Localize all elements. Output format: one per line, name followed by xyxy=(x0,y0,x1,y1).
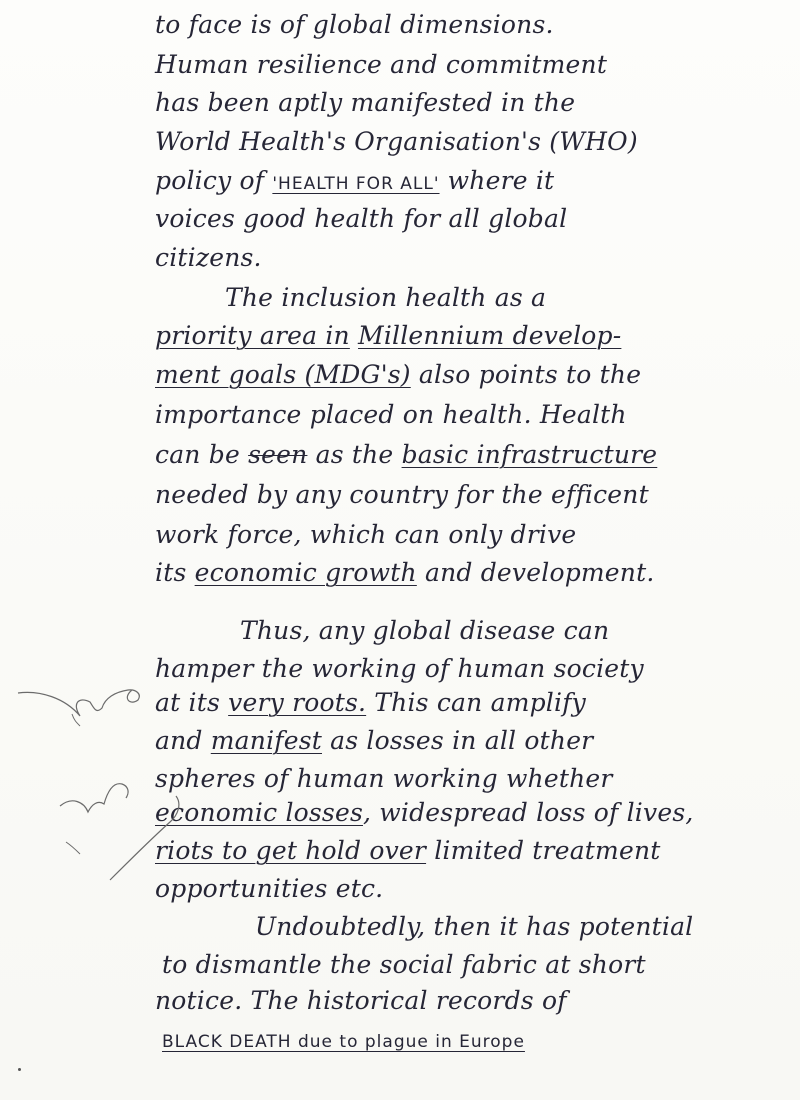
underlined-phrase: 'HEALTH FOR ALL' xyxy=(272,174,440,194)
text-line: needed by any country for the efficent xyxy=(155,480,649,509)
text-line: notice. The historical records of xyxy=(155,986,567,1015)
text-line: citizens. xyxy=(155,243,262,272)
text-segment: , widespread loss of lives, xyxy=(362,798,694,827)
text-line: to face is of global dimensions. xyxy=(155,10,554,39)
text-line xyxy=(155,560,655,585)
underlined-phrase: ment goals (MDG's) xyxy=(155,360,411,389)
text-segment: as losses in all other xyxy=(322,726,594,755)
text-line: to dismantle the social fabric at short xyxy=(162,950,646,979)
text-line: has been aptly manifested in the xyxy=(155,88,576,117)
text-line xyxy=(155,168,554,193)
scan-speck xyxy=(18,1068,21,1071)
margin-tick-mark-upper xyxy=(10,668,160,748)
text-segment: and development. xyxy=(416,558,655,587)
text-line: opportunities etc. xyxy=(155,874,384,903)
text-segment: and xyxy=(155,726,211,755)
text-segment: where it xyxy=(439,166,555,195)
text-segment: also points to the xyxy=(410,360,642,389)
text-segment: limited treatment xyxy=(426,836,661,865)
text-line: spheres of human working whether xyxy=(155,764,613,793)
text-segment: can be xyxy=(155,440,249,469)
text-line xyxy=(155,800,694,825)
text-line xyxy=(155,728,593,753)
underlined-phrase: basic infrastructure xyxy=(401,440,658,469)
text-line: World Health's Organisation's (WHO) xyxy=(155,127,638,156)
underlined-phrase: riots to get hold over xyxy=(155,836,427,865)
text-segment: as the xyxy=(307,440,402,469)
text-line: work force, which can only drive xyxy=(155,520,577,549)
text-line: voices good health for all global xyxy=(155,204,568,233)
text-line xyxy=(155,323,621,348)
text-line xyxy=(162,1026,525,1051)
underlined-phrase: economic losses xyxy=(155,798,363,827)
text-segment xyxy=(350,321,358,350)
text-segment: policy of xyxy=(155,166,273,195)
text-line xyxy=(155,690,586,715)
struck-word: seen xyxy=(248,440,308,469)
underlined-phrase: Millennium develop- xyxy=(358,321,622,350)
text-line: hamper the working of human society xyxy=(155,654,644,683)
text-line: Human resilience and commitment xyxy=(155,50,608,79)
text-line: The inclusion health as a xyxy=(225,283,547,312)
underlined-phrase: very roots. xyxy=(228,688,367,717)
underlined-phrase: economic growth xyxy=(194,558,417,587)
text-line: Undoubtedly, then it has potential xyxy=(255,912,694,941)
text-segment: at its xyxy=(155,688,229,717)
underlined-phrase: priority area in xyxy=(155,321,350,350)
underlined-phrase: BLACK DEATH due to plague in Europe xyxy=(162,1032,525,1052)
underlined-phrase: manifest xyxy=(210,726,322,755)
text-line xyxy=(155,442,657,467)
text-line xyxy=(155,362,641,387)
text-segment: its xyxy=(155,558,195,587)
text-line xyxy=(155,838,661,863)
margin-tick-mark-lower xyxy=(50,760,200,890)
text-line: Thus, any global disease can xyxy=(240,616,610,645)
text-line: importance placed on health. Health xyxy=(155,400,627,429)
text-segment: This can amplify xyxy=(366,688,586,717)
